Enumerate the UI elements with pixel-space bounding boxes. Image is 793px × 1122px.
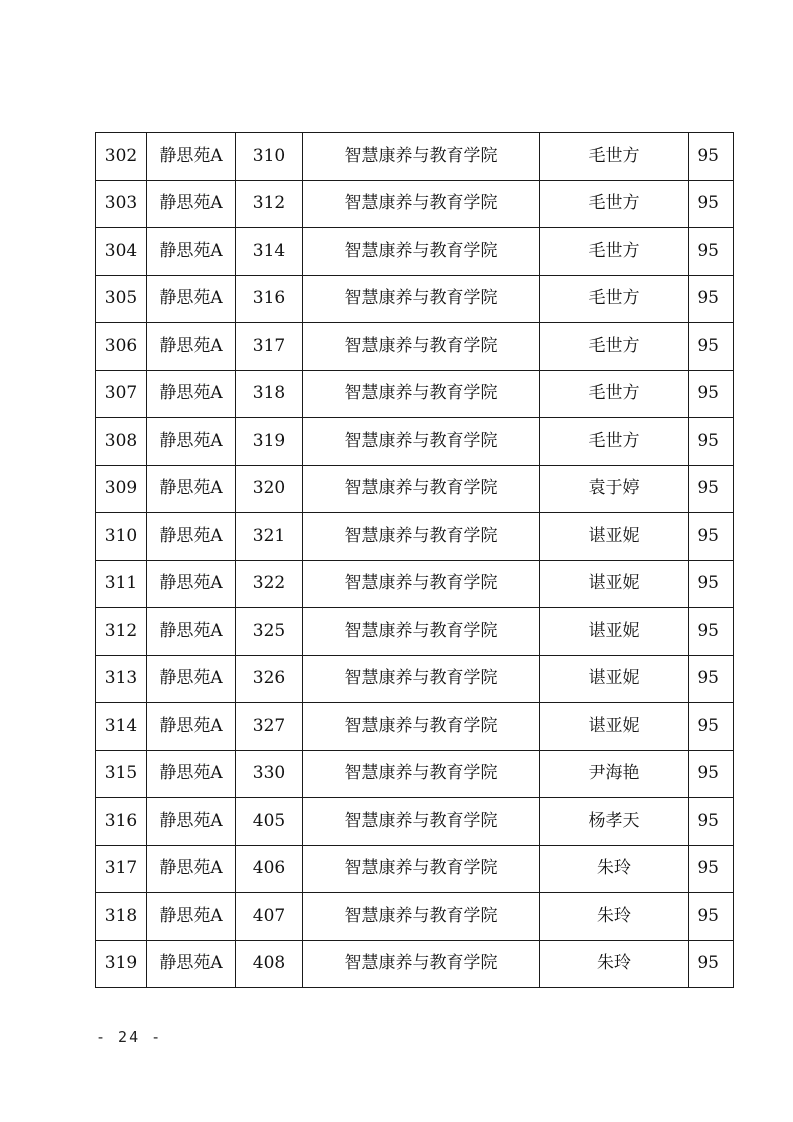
- cell-building: 静思苑A: [147, 513, 236, 561]
- cell-room: 330: [236, 750, 303, 798]
- cell-index: 302: [96, 133, 147, 181]
- cell-person: 谌亚妮: [540, 608, 689, 656]
- cell-score: 95: [689, 940, 734, 988]
- cell-room: 321: [236, 513, 303, 561]
- cell-building: 静思苑A: [147, 228, 236, 276]
- page-number: - 24 -: [96, 1028, 163, 1046]
- cell-building: 静思苑A: [147, 560, 236, 608]
- cell-index: 310: [96, 513, 147, 561]
- table-row: [96, 275, 734, 323]
- cell-college: 智慧康养与教育学院: [303, 418, 540, 466]
- cell-index: 303: [96, 180, 147, 228]
- cell-index: 318: [96, 893, 147, 941]
- cell-person: 朱玲: [540, 845, 689, 893]
- cell-building: 静思苑A: [147, 940, 236, 988]
- cell-building: 静思苑A: [147, 418, 236, 466]
- cell-score: 95: [689, 180, 734, 228]
- cell-index: 311: [96, 560, 147, 608]
- cell-person: 袁于婷: [540, 465, 689, 513]
- table-row: [96, 133, 734, 181]
- cell-room: 406: [236, 845, 303, 893]
- cell-college: 智慧康养与教育学院: [303, 608, 540, 656]
- cell-room: 320: [236, 465, 303, 513]
- cell-score: 95: [689, 323, 734, 371]
- cell-college: 智慧康养与教育学院: [303, 560, 540, 608]
- table-row: [96, 893, 734, 941]
- cell-person: 毛世方: [540, 133, 689, 181]
- cell-building: 静思苑A: [147, 798, 236, 846]
- cell-building: 静思苑A: [147, 608, 236, 656]
- cell-index: 309: [96, 465, 147, 513]
- cell-score: 95: [689, 655, 734, 703]
- cell-college: 智慧康养与教育学院: [303, 370, 540, 418]
- cell-person: 杨孝天: [540, 798, 689, 846]
- cell-building: 静思苑A: [147, 655, 236, 703]
- cell-college: 智慧康养与教育学院: [303, 228, 540, 276]
- cell-person: 谌亚妮: [540, 560, 689, 608]
- cell-college: 智慧康养与教育学院: [303, 133, 540, 181]
- cell-building: 静思苑A: [147, 893, 236, 941]
- cell-college: 智慧康养与教育学院: [303, 798, 540, 846]
- cell-building: 静思苑A: [147, 465, 236, 513]
- cell-room: 325: [236, 608, 303, 656]
- table-row: [96, 940, 734, 988]
- cell-room: 322: [236, 560, 303, 608]
- cell-building: 静思苑A: [147, 133, 236, 181]
- cell-score: 95: [689, 893, 734, 941]
- table-row: [96, 750, 734, 798]
- cell-building: 静思苑A: [147, 750, 236, 798]
- cell-score: 95: [689, 845, 734, 893]
- cell-person: 谌亚妮: [540, 513, 689, 561]
- cell-score: 95: [689, 608, 734, 656]
- cell-room: 326: [236, 655, 303, 703]
- cell-room: 405: [236, 798, 303, 846]
- cell-college: 智慧康养与教育学院: [303, 845, 540, 893]
- cell-person: 谌亚妮: [540, 703, 689, 751]
- cell-college: 智慧康养与教育学院: [303, 180, 540, 228]
- records-body: [96, 133, 734, 988]
- table-row: [96, 560, 734, 608]
- cell-room: 310: [236, 133, 303, 181]
- cell-score: 95: [689, 798, 734, 846]
- cell-index: 305: [96, 275, 147, 323]
- cell-index: 315: [96, 750, 147, 798]
- table-row: [96, 845, 734, 893]
- cell-college: 智慧康养与教育学院: [303, 513, 540, 561]
- cell-score: 95: [689, 275, 734, 323]
- cell-score: 95: [689, 703, 734, 751]
- cell-person: 毛世方: [540, 323, 689, 371]
- cell-person: 毛世方: [540, 418, 689, 466]
- cell-person: 毛世方: [540, 228, 689, 276]
- table-row: [96, 703, 734, 751]
- cell-person: 尹海艳: [540, 750, 689, 798]
- cell-score: 95: [689, 513, 734, 561]
- cell-room: 408: [236, 940, 303, 988]
- cell-room: 316: [236, 275, 303, 323]
- cell-person: 毛世方: [540, 370, 689, 418]
- cell-person: 毛世方: [540, 180, 689, 228]
- cell-index: 316: [96, 798, 147, 846]
- cell-room: 318: [236, 370, 303, 418]
- cell-building: 静思苑A: [147, 845, 236, 893]
- table-row: [96, 655, 734, 703]
- cell-score: 95: [689, 418, 734, 466]
- cell-person: 朱玲: [540, 940, 689, 988]
- cell-index: 312: [96, 608, 147, 656]
- cell-index: 308: [96, 418, 147, 466]
- cell-person: 谌亚妮: [540, 655, 689, 703]
- table-row: [96, 513, 734, 561]
- table-row: [96, 465, 734, 513]
- cell-building: 静思苑A: [147, 370, 236, 418]
- cell-room: 407: [236, 893, 303, 941]
- cell-index: 314: [96, 703, 147, 751]
- cell-index: 304: [96, 228, 147, 276]
- table-row: [96, 323, 734, 371]
- cell-college: 智慧康养与教育学院: [303, 893, 540, 941]
- cell-college: 智慧康养与教育学院: [303, 323, 540, 371]
- cell-college: 智慧康养与教育学院: [303, 750, 540, 798]
- cell-score: 95: [689, 228, 734, 276]
- cell-building: 静思苑A: [147, 180, 236, 228]
- table-row: [96, 228, 734, 276]
- cell-building: 静思苑A: [147, 275, 236, 323]
- cell-index: 319: [96, 940, 147, 988]
- cell-score: 95: [689, 560, 734, 608]
- table-row: [96, 180, 734, 228]
- table-row: [96, 418, 734, 466]
- cell-score: 95: [689, 465, 734, 513]
- cell-room: 319: [236, 418, 303, 466]
- cell-college: 智慧康养与教育学院: [303, 703, 540, 751]
- cell-room: 327: [236, 703, 303, 751]
- cell-score: 95: [689, 750, 734, 798]
- cell-index: 317: [96, 845, 147, 893]
- table-row: [96, 798, 734, 846]
- cell-room: 314: [236, 228, 303, 276]
- cell-building: 静思苑A: [147, 703, 236, 751]
- cell-person: 毛世方: [540, 275, 689, 323]
- cell-room: 312: [236, 180, 303, 228]
- cell-index: 313: [96, 655, 147, 703]
- cell-score: 95: [689, 370, 734, 418]
- cell-score: 95: [689, 133, 734, 181]
- cell-building: 静思苑A: [147, 323, 236, 371]
- table-row: [96, 370, 734, 418]
- cell-person: 朱玲: [540, 893, 689, 941]
- records-table: [95, 132, 734, 988]
- cell-college: 智慧康养与教育学院: [303, 940, 540, 988]
- cell-college: 智慧康养与教育学院: [303, 655, 540, 703]
- table-row: [96, 608, 734, 656]
- cell-college: 智慧康养与教育学院: [303, 465, 540, 513]
- cell-room: 317: [236, 323, 303, 371]
- cell-index: 307: [96, 370, 147, 418]
- cell-college: 智慧康养与教育学院: [303, 275, 540, 323]
- cell-index: 306: [96, 323, 147, 371]
